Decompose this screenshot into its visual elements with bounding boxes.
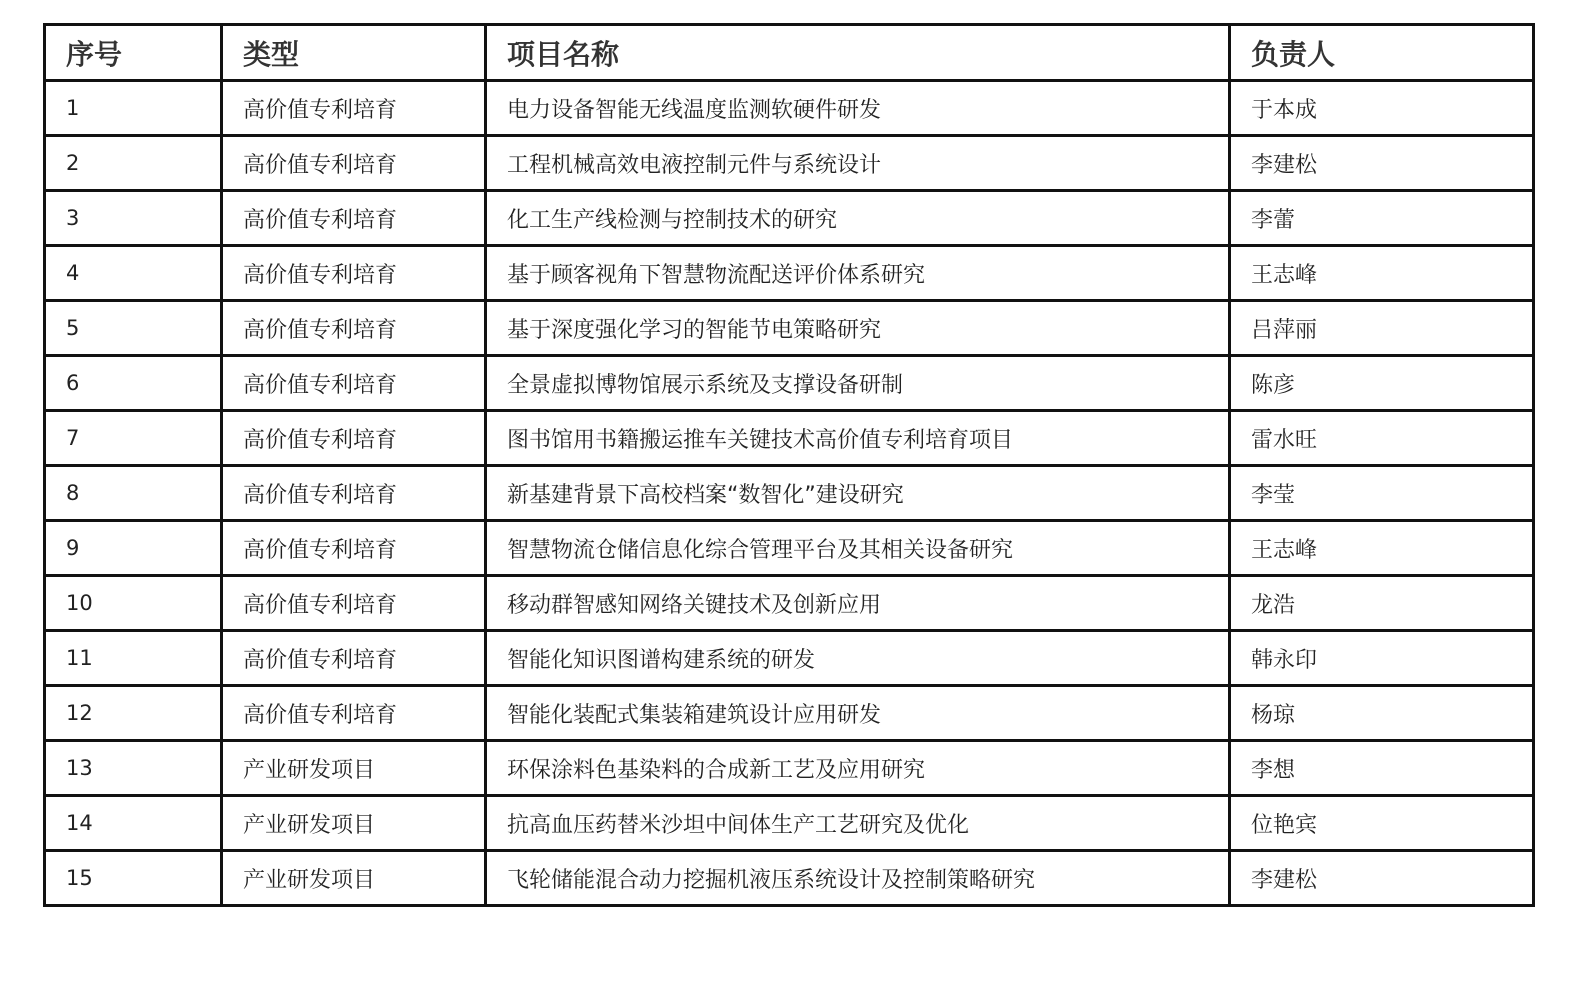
- table-row: [45, 301, 1534, 356]
- table-row: [45, 136, 1534, 191]
- cell-project-name: 智能化装配式集装箱建筑设计应用研发: [486, 686, 1230, 741]
- cell-project-name: 基于深度强化学习的智能节电策略研究: [486, 301, 1230, 356]
- cell-owner: 雷水旺: [1230, 411, 1534, 466]
- cell-owner: 韩永印: [1230, 631, 1534, 686]
- table-row: [45, 521, 1534, 576]
- cell-type: 高价值专利培育: [222, 576, 486, 631]
- header-owner: 负责人: [1230, 25, 1534, 81]
- table-row: [45, 741, 1534, 796]
- cell-owner: 李建松: [1230, 851, 1534, 906]
- table-row: [45, 191, 1534, 246]
- cell-no: 8: [45, 466, 222, 521]
- cell-type: 高价值专利培育: [222, 136, 486, 191]
- cell-owner: 王志峰: [1230, 246, 1534, 301]
- cell-type: 产业研发项目: [222, 741, 486, 796]
- project-table: [43, 23, 1535, 907]
- cell-no: 10: [45, 576, 222, 631]
- cell-project-name: 智能化知识图谱构建系统的研发: [486, 631, 1230, 686]
- cell-type: 高价值专利培育: [222, 301, 486, 356]
- table-body: [45, 81, 1534, 906]
- cell-no: 12: [45, 686, 222, 741]
- cell-no: 14: [45, 796, 222, 851]
- cell-type: 高价值专利培育: [222, 81, 486, 136]
- cell-no: 13: [45, 741, 222, 796]
- cell-owner: 李想: [1230, 741, 1534, 796]
- cell-project-name: 全景虚拟博物馆展示系统及支撑设备研制: [486, 356, 1230, 411]
- table-row: [45, 466, 1534, 521]
- table-row: [45, 411, 1534, 466]
- cell-owner: 陈彦: [1230, 356, 1534, 411]
- cell-project-name: 飞轮储能混合动力挖掘机液压系统设计及控制策略研究: [486, 851, 1230, 906]
- cell-project-name: 工程机械高效电液控制元件与系统设计: [486, 136, 1230, 191]
- cell-project-name: 图书馆用书籍搬运推车关键技术高价值专利培育项目: [486, 411, 1230, 466]
- cell-no: 15: [45, 851, 222, 906]
- cell-project-name: 化工生产线检测与控制技术的研究: [486, 191, 1230, 246]
- cell-no: 2: [45, 136, 222, 191]
- cell-type: 高价值专利培育: [222, 356, 486, 411]
- cell-no: 9: [45, 521, 222, 576]
- header-project-name: 项目名称: [486, 25, 1230, 81]
- cell-owner: 于本成: [1230, 81, 1534, 136]
- header-row: [45, 25, 1534, 81]
- cell-type: 高价值专利培育: [222, 686, 486, 741]
- cell-no: 1: [45, 81, 222, 136]
- cell-owner: 杨琼: [1230, 686, 1534, 741]
- cell-owner: 龙浩: [1230, 576, 1534, 631]
- cell-project-name: 电力设备智能无线温度监测软硬件研发: [486, 81, 1230, 136]
- header-type: 类型: [222, 25, 486, 81]
- table-row: [45, 81, 1534, 136]
- cell-no: 11: [45, 631, 222, 686]
- cell-type: 高价值专利培育: [222, 191, 486, 246]
- cell-owner: 李莹: [1230, 466, 1534, 521]
- table-row: [45, 851, 1534, 906]
- table-row: [45, 576, 1534, 631]
- cell-type: 高价值专利培育: [222, 631, 486, 686]
- table-row: [45, 356, 1534, 411]
- cell-owner: 位艳宾: [1230, 796, 1534, 851]
- cell-project-name: 抗高血压药替米沙坦中间体生产工艺研究及优化: [486, 796, 1230, 851]
- header-no: 序号: [45, 25, 222, 81]
- cell-no: 4: [45, 246, 222, 301]
- cell-type: 高价值专利培育: [222, 466, 486, 521]
- cell-project-name: 移动群智感知网络关键技术及创新应用: [486, 576, 1230, 631]
- cell-no: 5: [45, 301, 222, 356]
- cell-owner: 王志峰: [1230, 521, 1534, 576]
- cell-type: 高价值专利培育: [222, 411, 486, 466]
- table-row: [45, 686, 1534, 741]
- table-row: [45, 631, 1534, 686]
- cell-type: 高价值专利培育: [222, 246, 486, 301]
- cell-no: 3: [45, 191, 222, 246]
- cell-project-name: 环保涂料色基染料的合成新工艺及应用研究: [486, 741, 1230, 796]
- cell-project-name: 基于顾客视角下智慧物流配送评价体系研究: [486, 246, 1230, 301]
- table-header: [45, 25, 1534, 81]
- cell-no: 6: [45, 356, 222, 411]
- cell-type: 产业研发项目: [222, 796, 486, 851]
- cell-owner: 李建松: [1230, 136, 1534, 191]
- cell-owner: 李蕾: [1230, 191, 1534, 246]
- cell-type: 高价值专利培育: [222, 521, 486, 576]
- cell-project-name: 新基建背景下高校档案“数智化”建设研究: [486, 466, 1230, 521]
- cell-owner: 吕萍丽: [1230, 301, 1534, 356]
- table-row: [45, 246, 1534, 301]
- table-row: [45, 796, 1534, 851]
- cell-project-name: 智慧物流仓储信息化综合管理平台及其相关设备研究: [486, 521, 1230, 576]
- cell-no: 7: [45, 411, 222, 466]
- cell-type: 产业研发项目: [222, 851, 486, 906]
